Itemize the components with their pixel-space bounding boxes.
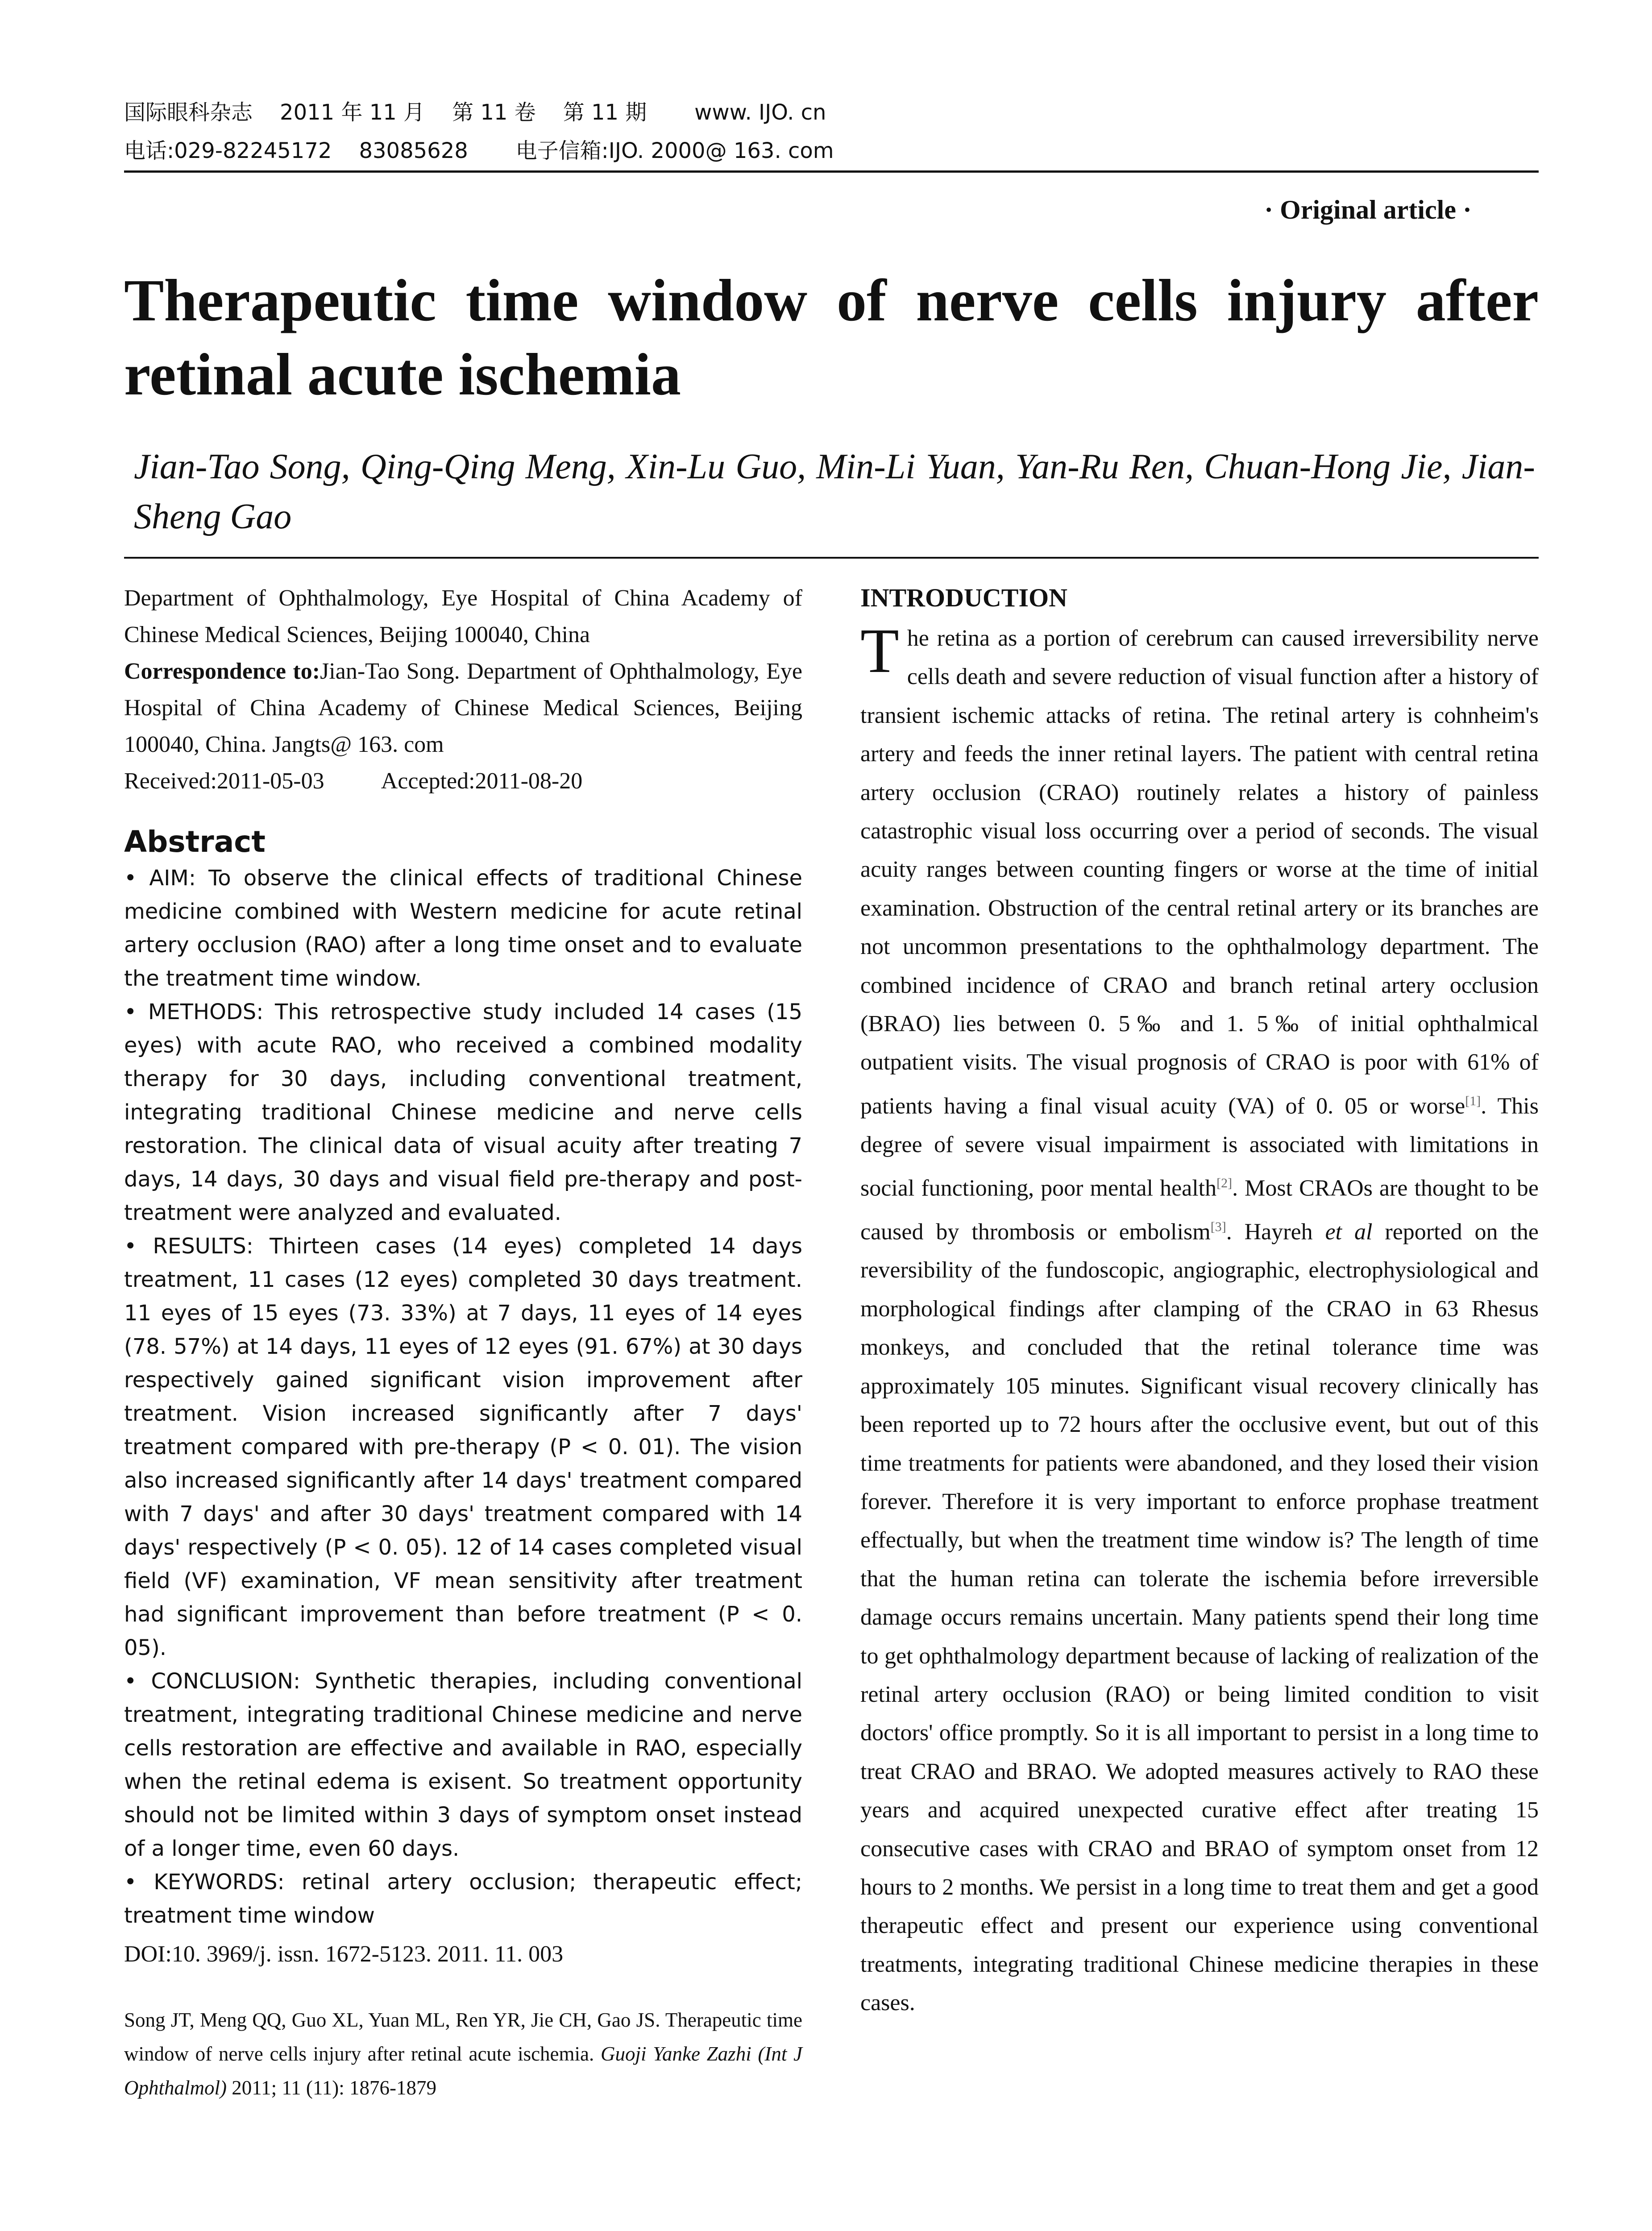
abstract-heading: Abstract bbox=[124, 825, 266, 859]
intro-text-4a: . Hayreh bbox=[1226, 1219, 1325, 1245]
correspondence-label: Correspondence to: bbox=[124, 659, 320, 684]
citation-text: Song JT, Meng QQ, Guo XL, Yuan ML, Ren YR, Jie CH, Gao JS. Therapeutic time window of nerve cells injury after retinal acute ischemia. bbox=[124, 2009, 802, 2065]
section-label: · Original article · bbox=[1264, 195, 1472, 224]
citation-journal: Guoji Yanke Zazhi (Int J Ophthalmol) bbox=[124, 2043, 802, 2099]
et-al: et al bbox=[1325, 1219, 1373, 1245]
abstract-keywords: • KEYWORDS: retinal artery occlusion; therapeutic effect; treatment time window bbox=[124, 1870, 802, 1928]
doi: DOI:10. 3969/j. issn. 1672-5123. 2011. 11. 003 bbox=[124, 1941, 564, 1967]
abstract-conclusion: • CONCLUSION: Synthetic therapies, including conventional treatment, integrating traditional Chinese medicine and nerve cells restoration are effective and available in RAO, especially when the retinal edema is exisent. So treatment opportunity should not be limited within 3 days of symptom onset instead of a longer time, even 60 days. bbox=[124, 1669, 802, 1861]
drop-cap: T bbox=[860, 615, 899, 686]
right-column bbox=[860, 580, 1539, 2023]
abstract-aim: • AIM: To observe the clinical effects of traditional Chinese medicine combined with Western medicine for acute retinal artery occlusion (RAO) after a long time onset and to evaluate the treatment time window. bbox=[124, 866, 802, 991]
reference-marker[interactable]: [1] bbox=[1465, 1093, 1481, 1108]
intro-text-2: . This degree of severe visual impairment is associated with limitations in social functioning, poor mental health bbox=[860, 1093, 1539, 1201]
reference-marker[interactable]: [3] bbox=[1210, 1219, 1226, 1234]
correspondence-text: Jian-Tao Song. Department of Ophthalmology, Eye Hospital of China Academy of Chinese Medical Sciences, Beijing 100040, China. Jangts@ 163. com bbox=[124, 659, 802, 757]
author-list: Jian-Tao Song, Qing-Qing Meng, Xin-Lu Guo, Min-Li Yuan, Yan-Ru Ren, Chuan-Hong Jie, Jian-Sheng Gao bbox=[134, 447, 1535, 536]
intro-text-1: he retina as a portion of cerebrum can caused irreversibility nerve cells death and severe reduction of visual function after a history of transient ischemic attacks of retina. The retinal artery is cohnheim's artery and feeds the inner retinal layers. The patient with central retina artery occlusion (CRAO) routinely relates a history of painless catastrophic visual loss occurring over a period of seconds. The visual acuity ranges between counting fingers or worse at the time of initial examination. Obstruction of the central retinal artery or its branches are not uncommon presentations to the ophthalmology department. The combined incidence of CRAO and branch retinal artery occlusion (BRAO) lies between 0. 5‰ and 1. 5‰ of initial ophthalmical outpatient visits. The visual prognosis of CRAO is poor with 61% of patients having a final visual acuity (VA) of 0. 05 or worse bbox=[860, 626, 1539, 1119]
received-date: Received:2011-05-03 bbox=[124, 768, 324, 794]
header-divider bbox=[124, 170, 1539, 173]
journal-header-line2: 电话:029-82245172 83085628 电子信箱:IJO. 2000@ 163. com bbox=[124, 138, 834, 163]
citation-volume: 2011; 11 (11): 1876-1879 bbox=[227, 2077, 436, 2099]
intro-text-4b: reported on the reversibility of the fundoscopic, angiographic, electrophysiological and morphological findings after clamping of the CRAO in 63 Rhesus monkeys, and concluded that the retinal tolerance time was approximately 105 minutes. Significant visual recovery clinically has been reported up to 72 hours after the occlusive event, but out of this time treatments for patients were abandoned, and they losed their vision forever. Therefore it is very important to enforce prophase treatment effectually, but when the treatment time window is? The length of time that the human retina can tolerate the ischemia before irreversible damage occurs remains uncertain. Many patients spend their long time to get ophthalmology department because of lacking of realization of the retinal artery occlusion (RAO) or being limited condition to visit doctors' office promptly. So it is all important to persist in a long time to treat CRAO and BRAO. We adopted measures actively to RAO these years and acquired unexpected curative effect after treating 15 consecutive cases with CRAO and BRAO of symptom onset from 12 hours to 2 months. We persist in a long time to treat them and get a good therapeutic effect and present our experience using conventional treatments, integrating traditional Chinese medicine therapies in these cases. bbox=[860, 1219, 1539, 2016]
abstract-results: • RESULTS: Thirteen cases (14 eyes) completed 14 days treatment, 11 cases (12 eyes) completed 30 days treatment. 11 eyes of 15 eyes (73. 33%) at 7 days, 11 eyes of 14 eyes (78. 57%) at 14 days, 11 eyes of 12 eyes (91. 67%) at 30 days respectively gained significant vision improvement after treatment. Vision increased significantly after 7 days' treatment compared with pre-therapy (P < 0. 01). The vision also increased significantly after 14 days' treatment compared with 7 days' and after 30 days' treatment compared with 14 days' respectively (P < 0. 05). 12 of 14 cases completed visual field (VF) examination, VF mean sensitivity after treatment had significant improvement than before treatment (P < 0. 05). bbox=[124, 1234, 802, 1660]
affiliation: Department of Ophthalmology, Eye Hospital of China Academy of Chinese Medical Sciences, Beijing 100040, China bbox=[124, 585, 802, 647]
intro-text-3: . Most CRAOs are thought to be caused by thrombosis or embolism bbox=[860, 1175, 1539, 1245]
reference-marker[interactable]: [2] bbox=[1216, 1176, 1233, 1191]
title-divider bbox=[124, 557, 1539, 559]
article-dates bbox=[124, 763, 802, 800]
left-column bbox=[124, 580, 802, 2105]
journal-header-line1: 国际眼科杂志 2011 年 11 月 第 11 卷 第 11 期 www. IJO. cn bbox=[124, 100, 826, 125]
article-title: Therapeutic time window of nerve cells injury after retinal acute ischemia bbox=[124, 267, 1539, 407]
accepted-date: Accepted:2011-08-20 bbox=[381, 768, 583, 794]
correspondence bbox=[124, 653, 802, 763]
introduction-body bbox=[860, 615, 1539, 2023]
introduction-heading: INTRODUCTION bbox=[860, 583, 1068, 612]
abstract-methods: • METHODS: This retrospective study included 14 cases (15 eyes) with acute RAO, who received a combined modality therapy for 30 days, including conventional treatment, integrating traditional Chinese medicine and nerve cells restoration. The clinical data of visual acuity after treating 7 days, 14 days, 30 days and visual field pre-therapy and post-treatment were analyzed and evaluated. bbox=[124, 999, 802, 1225]
citation bbox=[124, 2003, 802, 2105]
